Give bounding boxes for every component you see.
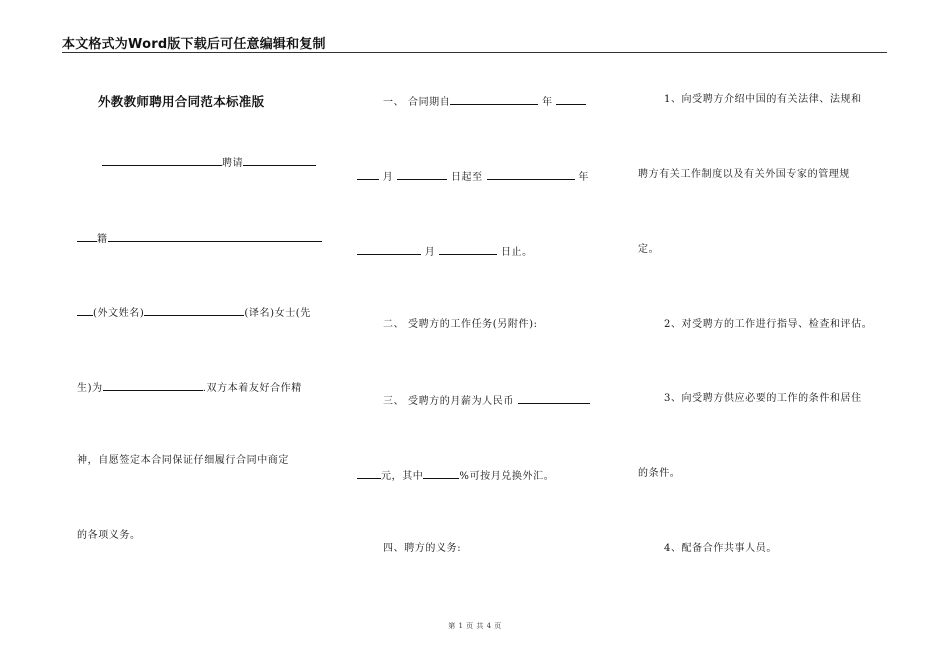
col1-line-3: (外文姓名) (译名)女士(先 [77,304,311,321]
col3-line-2: 聘方有关工作制度以及有关外国专家的管理规 [638,169,850,180]
col1-line-1: 聘请 [102,154,316,171]
col2-line-6: 元，其中 %可按月兑换外汇。 [357,467,554,484]
col3-line-5: 3、向受聘方供应必要的工作的条件和居住 [664,393,862,404]
blank-end-day [439,243,497,255]
col3-line-7: 4、配备合作共事人员。 [664,543,777,554]
blank-foreign-name [77,304,93,316]
blank-end-month [357,243,421,255]
blank-percentage [423,467,459,479]
blank-position [103,379,203,391]
col2-line-2: 月 日起至 年 [357,168,589,185]
blank-translated-name [144,304,244,316]
blank-start-day [397,168,447,180]
col2-line-4: 二、 受聘方的工作任务(另附件): [383,319,538,330]
col2-line-3: 月 日止。 [357,243,533,260]
blank-end-year [487,168,575,180]
col1-line-5: 神，自愿签定本合同保证仔细履行合同中商定 [77,455,289,466]
blank-start-year [450,93,538,105]
col3-line-4: 2、对受聘方的工作进行指导、检查和评估。 [664,319,873,330]
header-divider [62,52,887,53]
blank-nationality [77,230,97,242]
col2-line-7: 四、聘方的义务: [383,543,462,554]
blank-salary [518,392,590,404]
col2-line-1: 一、 合同期自 年 [383,93,586,110]
page-header-title: 本文格式为Word版下载后可任意编辑和复制 [62,37,326,52]
blank-nationality-detail [108,230,322,242]
blank-employer [102,154,222,166]
col1-line-4: 生)为 .双方本着友好合作精 [77,379,302,396]
blank-month-a [357,168,379,180]
blank-salary-amount [357,467,381,479]
document-title: 外教教师聘用合同范本标准版 [98,94,265,109]
col3-line-6: 的条件。 [638,468,681,479]
page-number: 第 1 页 共 4 页 [448,622,502,630]
blank-employee [243,154,316,166]
col3-line-3: 定。 [638,244,660,255]
blank-start-month [556,93,586,105]
col1-line-6: 的各项义务。 [77,530,141,541]
col1-line-2: 籍 [77,230,322,247]
col3-line-1: 1、向受聘方介绍中国的有关法律、法规和 [664,94,862,105]
col2-line-5: 三、 受聘方的月薪为人民币 [383,392,590,409]
